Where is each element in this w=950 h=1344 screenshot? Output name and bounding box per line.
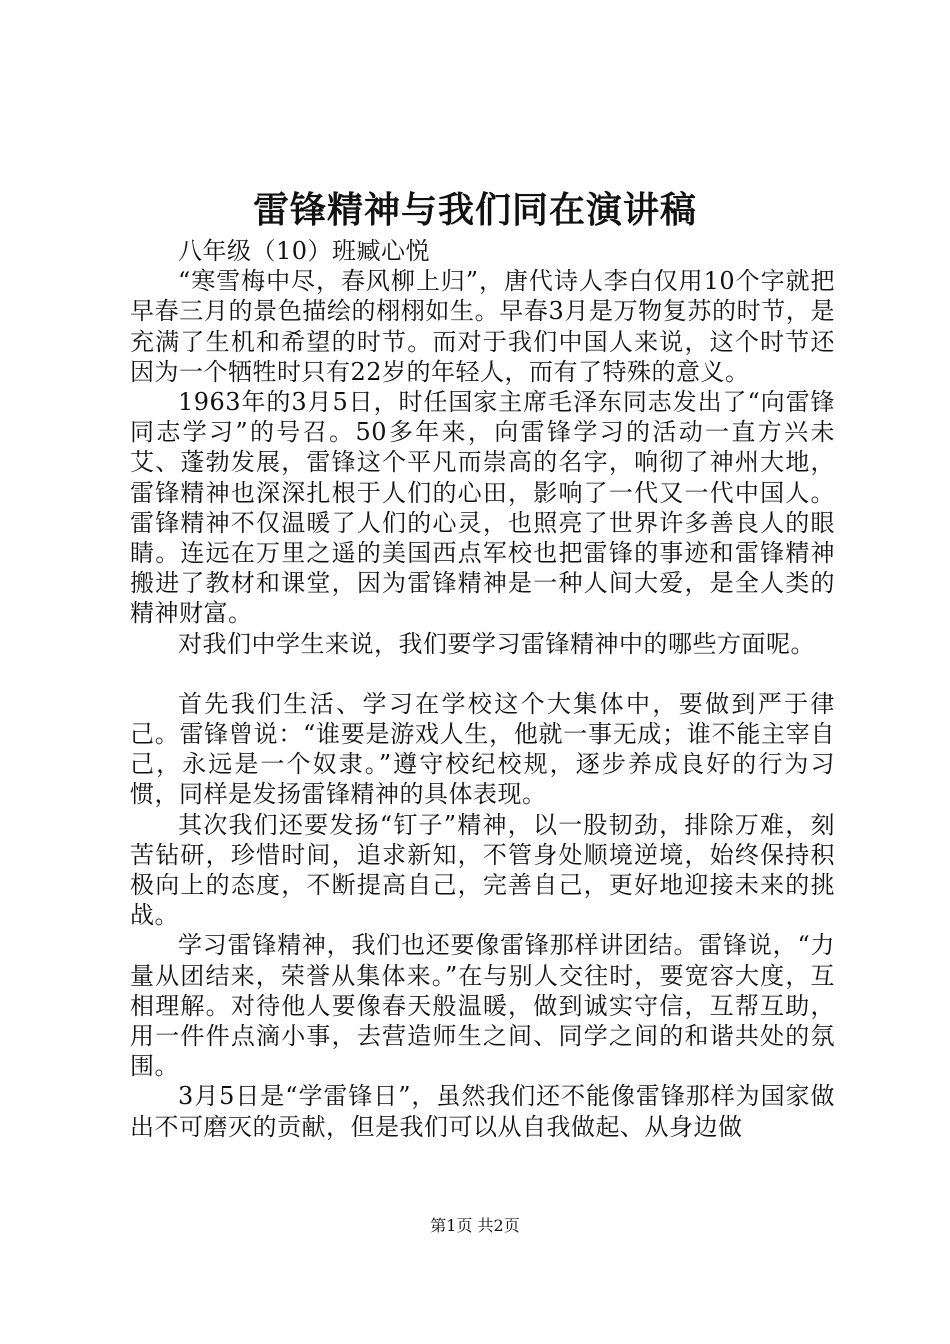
paragraph: “寒雪梅中尽，春风柳上归”，唐代诗人李白仅用10个字就把早春三月的景色描绘的栩栩如生。早春3月是万物复苏的时节，是充满了生机和希望的时节。而对于我们中国人来说，这个时节还因为一个牺牲时只有22岁的年轻人，而有了特殊的意义。 xyxy=(130,267,835,386)
document-title: 雷锋精神与我们同在演讲稿 xyxy=(252,189,697,231)
page-footer: 第1页 共2页 xyxy=(430,1216,520,1235)
paragraph: 其次我们还要发扬“钉子”精神，以一股韧劲，排除万难，刻苦钻研，珍惜时间，追求新知，不管身处顺境逆境，始终保持积极向上的态度，不断提高自己，完善自己，更好地迎接未来的挑战。 xyxy=(130,810,835,930)
paragraph: 对我们中学生来说，我们要学习雷锋精神中的哪些方面呢。 xyxy=(178,629,815,658)
paragraph: 学习雷锋精神，我们也还要像雷锋那样讲团结。雷锋说，“力量从团结来，荣誉从集体来。”在与别人交往时，要宽容大度，互相理解。对待他人要像春天般温暖，做到诚实守信，互帮互助，用一件件点滴小事，去营造师生之间、同学之间的和谐共处的氛围。 xyxy=(130,931,835,1081)
paragraph: 首先我们生活、学习在学校这个大集体中，要做到严于律己。雷锋曾说：“谁要是游戏人生，他就一事无成；谁不能主宰自己，永远是一个奴隶。”遵守校纪校规，逐步养成良好的行为习惯，同样是发扬雷锋精神的具体表现。 xyxy=(130,689,835,809)
paragraph: 1963年的3月5日，时任国家主席毛泽东同志发出了“向雷锋同志学习”的号召。50多年来，向雷锋学习的活动一直方兴未艾、蓬勃发展，雷锋这个平凡而崇高的名字，响彻了神州大地，雷锋精神也深深扎根于人们的心田，影响了一代又一代中国人。雷锋精神不仅温暖了人们的心灵，也照亮了世界许多善良人的眼睛。连远在万里之遥的美国西点军校也把雷锋的事迹和雷锋精神搬进了教材和课堂，因为雷锋精神是一种人间大爱，是全人类的精神财富。 xyxy=(130,388,835,628)
document-body xyxy=(130,236,835,1142)
author-line: 八年级（10）班臧心悦 xyxy=(178,237,431,265)
paragraph: 3月5日是“学雷锋日”，虽然我们还不能像雷锋那样为国家做出不可磨灭的贡献，但是我们可以从自我做起、从身边做 xyxy=(130,1082,835,1141)
paragraph-spacer xyxy=(130,659,835,689)
